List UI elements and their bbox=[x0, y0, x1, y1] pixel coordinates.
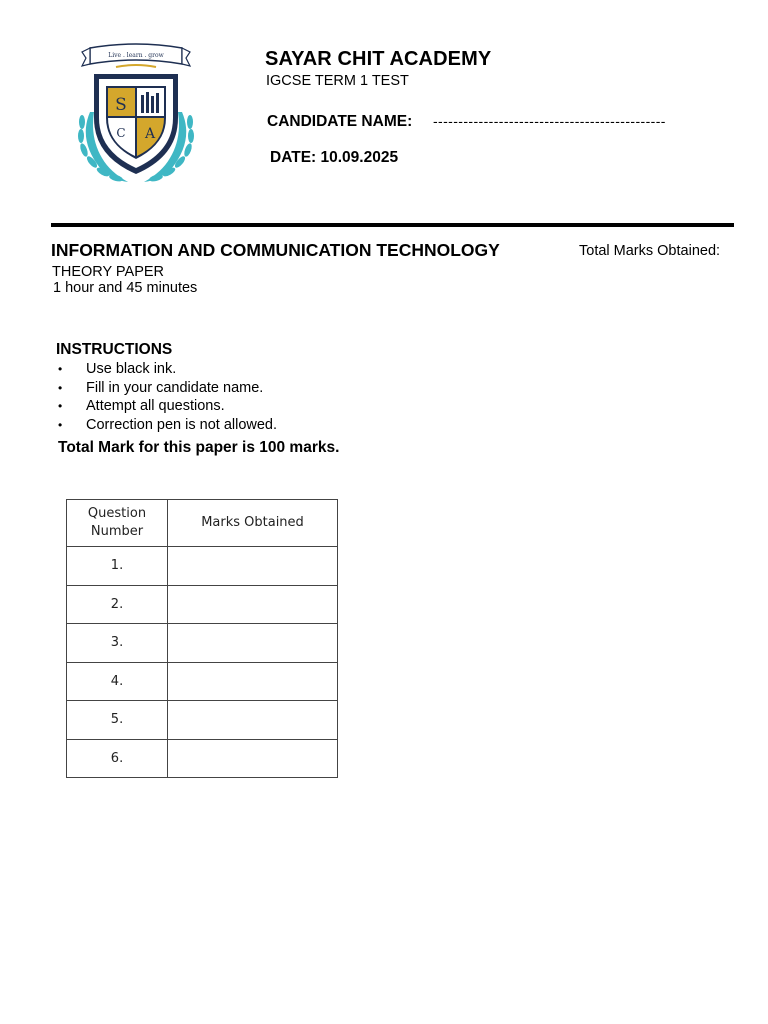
subject-title: INFORMATION AND COMMUNICATION TECHNOLOGY bbox=[51, 240, 500, 260]
total-mark-statement: Total Mark for this paper is 100 marks. bbox=[58, 439, 340, 456]
candidate-name-label: CANDIDATE NAME: bbox=[267, 113, 413, 130]
school-name: SAYAR CHIT ACADEMY bbox=[265, 48, 492, 70]
test-name: IGCSE TERM 1 TEST bbox=[266, 73, 409, 89]
crest-letter-a: A bbox=[144, 126, 156, 142]
marks-cell[interactable] bbox=[168, 585, 338, 624]
marks-cell[interactable] bbox=[168, 547, 338, 586]
question-number-cell: 6. bbox=[67, 739, 168, 778]
bullet-icon: • bbox=[58, 380, 63, 395]
instruction-text: Attempt all questions. bbox=[86, 398, 225, 414]
table-header-row bbox=[67, 500, 338, 547]
bullet-icon: • bbox=[58, 417, 63, 432]
crest-letter-c: C bbox=[116, 126, 126, 140]
instruction-item bbox=[56, 397, 277, 416]
table-row bbox=[67, 701, 338, 740]
question-number-header: Question Number bbox=[67, 500, 168, 547]
question-number-cell: 5. bbox=[67, 701, 168, 740]
marks-table bbox=[66, 499, 338, 778]
instruction-item bbox=[56, 416, 277, 435]
instruction-item bbox=[56, 379, 277, 398]
crest-motto: Live . learn . grow bbox=[108, 52, 164, 59]
exam-date: DATE: 10.09.2025 bbox=[270, 149, 399, 166]
bullet-icon: • bbox=[58, 399, 63, 413]
marks-cell[interactable] bbox=[168, 739, 338, 778]
marks-obtained-header: Marks Obtained bbox=[168, 500, 338, 547]
instruction-text: Correction pen is not allowed. bbox=[86, 416, 278, 433]
bullet-icon: • bbox=[58, 362, 63, 376]
question-number-cell: 2. bbox=[67, 585, 168, 624]
table-row bbox=[67, 739, 338, 778]
instructions-heading: INSTRUCTIONS bbox=[56, 341, 173, 358]
total-marks-obtained-label: Total Marks Obtained: bbox=[579, 243, 721, 259]
school-crest-logo bbox=[72, 40, 200, 190]
table-row bbox=[67, 547, 338, 586]
question-number-cell: 4. bbox=[67, 662, 168, 701]
candidate-name-field[interactable]: ---------------------------------------------- bbox=[433, 113, 666, 129]
instructions-list bbox=[56, 360, 277, 434]
instruction-item bbox=[56, 360, 277, 379]
table-row bbox=[67, 624, 338, 663]
crest-letter-s: S bbox=[115, 95, 127, 115]
marks-cell[interactable] bbox=[168, 662, 338, 701]
marks-cell[interactable] bbox=[168, 624, 338, 663]
question-number-cell: 1. bbox=[67, 547, 168, 586]
marks-cell[interactable] bbox=[168, 701, 338, 740]
paper-duration: 1 hour and 45 minutes bbox=[53, 280, 198, 296]
paper-type: THEORY PAPER bbox=[52, 264, 165, 280]
instruction-text: Fill in your candidate name. bbox=[86, 379, 264, 396]
table-row bbox=[67, 662, 338, 701]
instruction-text: Use black ink. bbox=[86, 361, 177, 377]
table-row bbox=[67, 585, 338, 624]
crest-icon bbox=[72, 40, 200, 190]
question-number-cell: 3. bbox=[67, 624, 168, 663]
header-divider bbox=[51, 223, 734, 227]
